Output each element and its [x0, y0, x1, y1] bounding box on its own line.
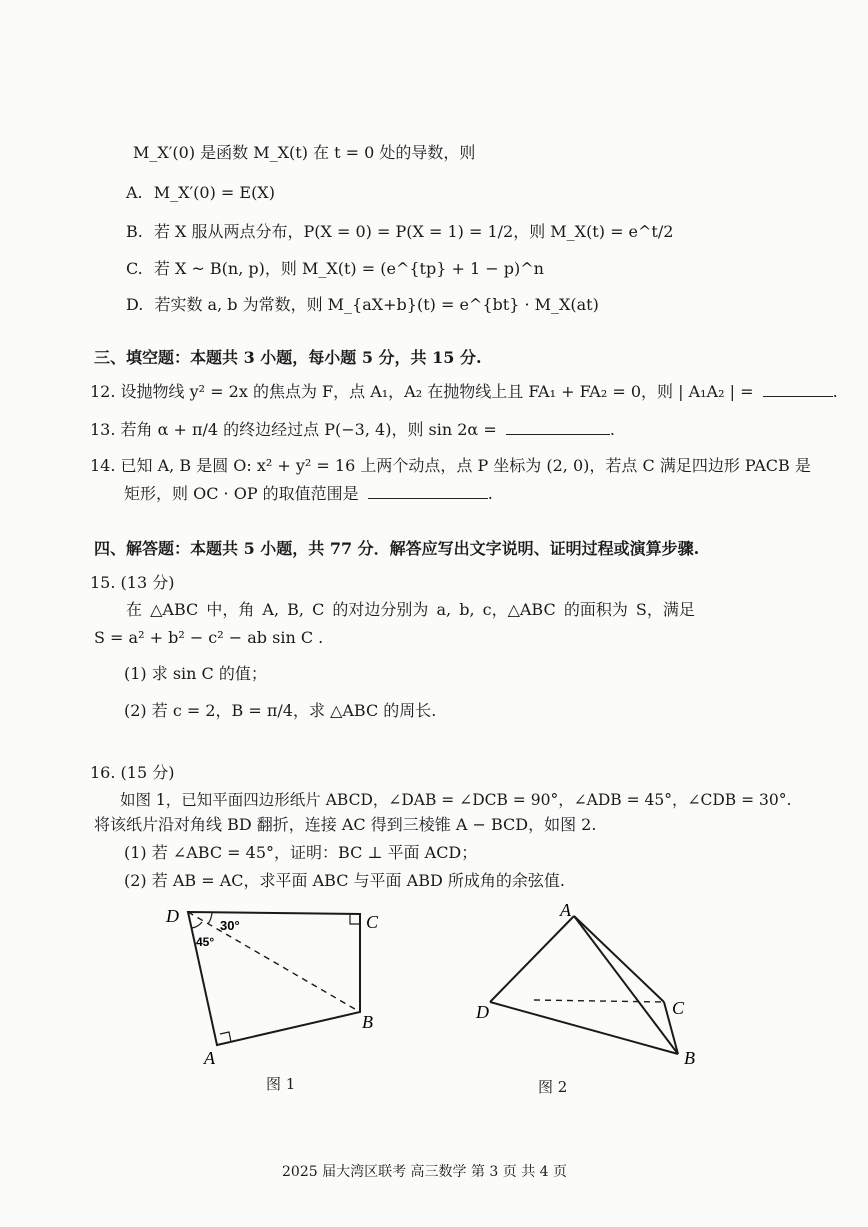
option-label: C. [126, 259, 143, 278]
q13: 13. 若角 α + π/4 的终边经过点 P(−3, 4)，则 sin 2α = . [90, 420, 615, 439]
q11-option-c [126, 258, 544, 280]
option-text: 若 X ~ B(n, p)，则 M_X(t) = (e^{tp} + 1 − p)^n [153, 259, 544, 278]
option-label: B. [126, 222, 143, 241]
label-angle-45: 45° [196, 935, 215, 949]
angle-arc-45 [192, 922, 202, 928]
label-c: C [366, 912, 379, 932]
section4-title: 四、解答题：本题共 5 小题，共 77 分．解答应写出文字说明、证明过程或演算步骤. [94, 539, 700, 558]
q11-intro: M_X′(0) 是函数 M_X(t) 在 t = 0 处的导数，则 [133, 143, 476, 162]
q16-line1: 如图 1，已知平面四边形纸片 ABCD，∠DAB = ∠DCB = 90°，∠ADB = 45°，∠CDB = 30°. [120, 791, 792, 809]
option-text: 若 X 服从两点分布，P(X = 0) = P(X = 1) = 1/2，则 M_X(t) = e^t/2 [153, 222, 674, 241]
q16-header: 16. (15 分) [90, 763, 175, 782]
hidden-edge-dc [534, 1000, 664, 1002]
label-b: B [362, 1012, 373, 1032]
edge-ab [574, 916, 678, 1054]
page-footer: 2025 届大湾区联考 高三数学 第 3 页 共 4 页 [282, 1164, 568, 1180]
quadrilateral-abcd [188, 912, 360, 1045]
figure2-caption: 图 2 [538, 1078, 568, 1096]
q11-option-b [126, 221, 673, 243]
q16-sub2: (2) 若 AB = AC，求平面 ABC 与平面 ABD 所成角的余弦值. [124, 871, 565, 890]
right-angle-a [220, 1032, 231, 1042]
edge-ad [490, 916, 574, 1002]
label-d: D [166, 906, 179, 926]
angle-arc-30 [208, 913, 212, 924]
q15-sub1: (1) 求 sin C 的值； [124, 664, 267, 683]
label-d: D [476, 1002, 489, 1022]
figure1-diagram [150, 900, 390, 1075]
figure2-diagram [468, 896, 718, 1076]
q15-line1: 在 △ABC 中，角 A, B, C 的对边分别为 a, b, c，△ABC 的面积为 S，满足 [126, 600, 695, 619]
q11-option-d [126, 294, 599, 316]
label-angle-30: 30° [220, 918, 240, 933]
option-text: 若实数 a, b 为常数，则 M_{aX+b}(t) = e^{bt} · M_X(at) [154, 295, 599, 314]
q14-line2: 矩形，则 OC · OP 的取值范围是 . [124, 484, 493, 503]
label-a: A [560, 900, 571, 920]
option-text: M_X′(0) = E(X) [153, 183, 275, 202]
diagonal-bd [188, 912, 360, 1012]
option-label: A. [126, 183, 143, 202]
answer-blank[interactable] [368, 484, 488, 499]
label-c: C [672, 998, 685, 1018]
answer-blank[interactable] [506, 420, 610, 435]
q12: 12. 设抛物线 y² = 2x 的焦点为 F，点 A₁，A₂ 在抛物线上且 FA₁ + FA₂ = 0，则 | A₁A₂ | = . [90, 382, 838, 401]
q16-sub1: (1) 若 ∠ABC = 45°，证明：BC ⊥ 平面 ACD； [124, 843, 478, 862]
q11-option-a [126, 182, 275, 204]
edge-ac [574, 916, 664, 1002]
q14-line1: 14. 已知 A, B 是圆 O: x² + y² = 16 上两个动点，点 P 坐标为 (2, 0)，若点 C 满足四边形 PACB 是 [90, 456, 811, 475]
option-label: D. [126, 295, 144, 314]
figure1-caption: 图 1 [266, 1075, 296, 1093]
label-b: B [684, 1048, 695, 1068]
right-angle-c [350, 914, 360, 924]
q16-line2: 将该纸片沿对角线 BD 翻折，连接 AC 得到三棱锥 A − BCD，如图 2. [94, 815, 597, 834]
q15-sub2: (2) 若 c = 2，B = π/4，求 △ABC 的周长. [124, 701, 437, 720]
q15-header: 15. (13 分) [90, 573, 175, 592]
section3-title: 三、填空题：本题共 3 小题，每小题 5 分，共 15 分. [94, 348, 482, 367]
edge-db [490, 1002, 678, 1054]
answer-blank[interactable] [763, 382, 833, 397]
q15-line2: S = a² + b² − c² − ab sin C . [94, 628, 324, 647]
label-a: A [204, 1048, 215, 1068]
